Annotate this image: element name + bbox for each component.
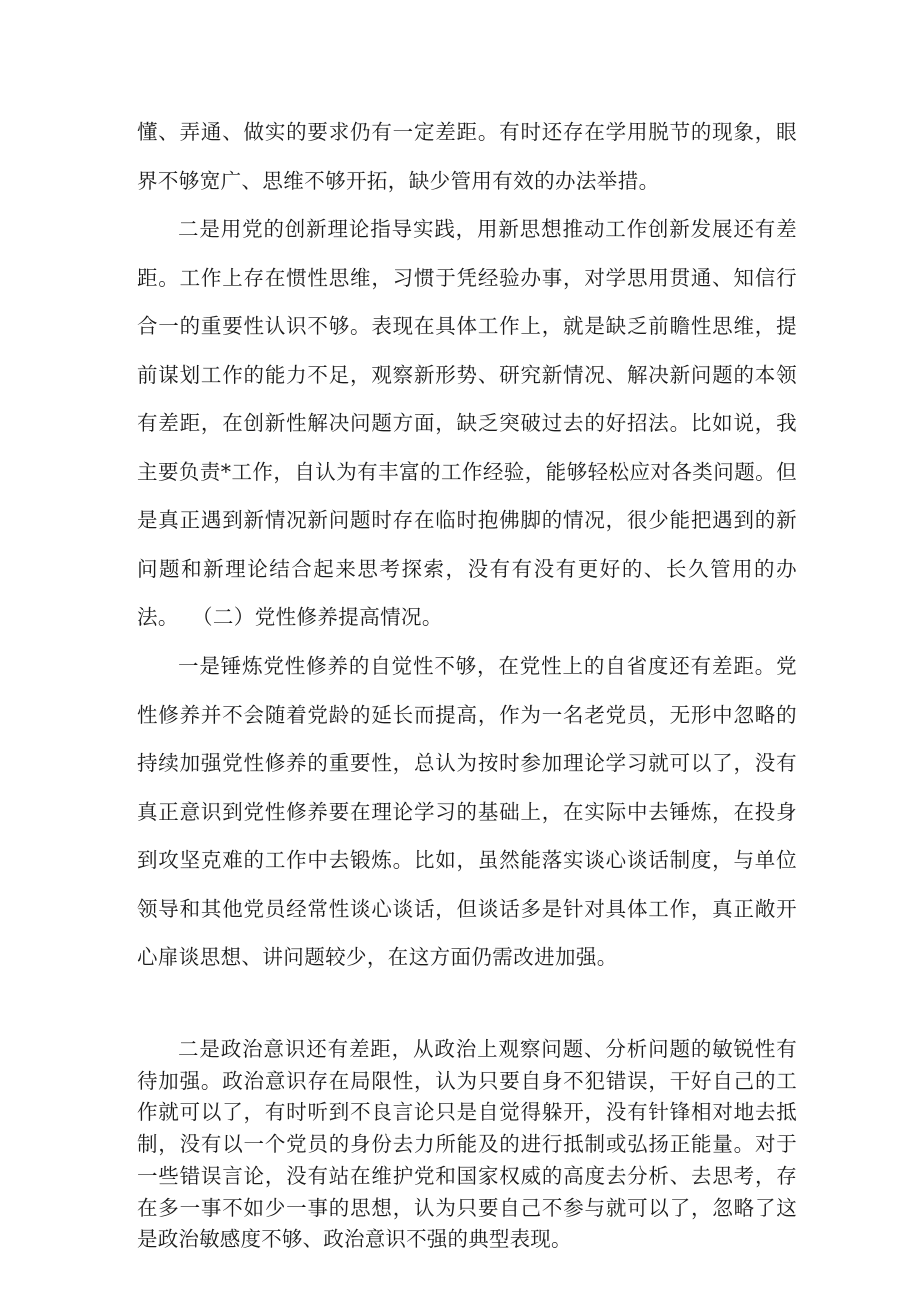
paragraph-continuation: 懂、弄通、做实的要求仍有一定差距。有时还存在学用脱节的现象，眼界不够宽广、思维不够开拓，缺少管用有效的办法举措。 (137, 120, 797, 193)
paragraph-theory-practice: 二是用党的创新理论指导实践，用新思想推动工作创新发展还有差距。工作上存在惯性思维，习惯于凭经验办事，对学思用贯通、知信行合一的重要性认识不够。表现在具体工作上，就是缺乏前瞻性思维，提前谋划工作的能力不足，观察新形势、研究新情况、解决新问题的本领有差距，在创新性解决问题方面，缺乏突破过去的好招法。比如说，我主要负责*工作，自认为有丰富的工作经验，能够轻松应对各类问题。但是真正遇到新情况新问题时存在临时抱佛脚的情况，很少能把遇到的新问题和新理论结合起来思考探索，没有有没有更好的、长久管用的办法。 (137, 217, 797, 629)
section-heading-party-spirit: （二）党性修养提高情况。 (192, 605, 443, 629)
paragraph-party-spirit: 一是锤炼党性修养的自觉性不够，在党性上的自省度还有差距。党性修养并不会随着党龄的延长而提高，作为一名老党员，无形中忽略的持续加强党性修养的重要性，总认为按时参加理论学习就可以了，没有真正意识到党性修养要在理论学习的基础上，在实际中去锤炼，在投身到攻坚克难的工作中去锻炼。比如，虽然能落实谈心谈话制度，与单位领导和其他党员经常性谈心谈话，但谈话多是针对具体工作，真正敞开心扉谈思想、讲问题较少，在这方面仍需改进加强。 (137, 654, 797, 969)
paragraph-political-awareness: 二是政治意识还有差距，从政治上观察问题、分析问题的敏锐性有待加强。政治意识存在局限性，认为只要自身不犯错误，干好自己的工作就可以了，有时听到不良言论只是自觉得躲开，没有针锋相对地去抵制，没有以一个党员的身份去力所能及的进行抵制或弘扬正能量。对于一些错误言论，没有站在维护党和国家权威的高度去分析、去思考，存在多一事不如少一事的思想，认为只要自己不参与就可以了，忽略了这是政治敏感度不够、政治意识不强的典型表现。 (137, 1037, 797, 1252)
